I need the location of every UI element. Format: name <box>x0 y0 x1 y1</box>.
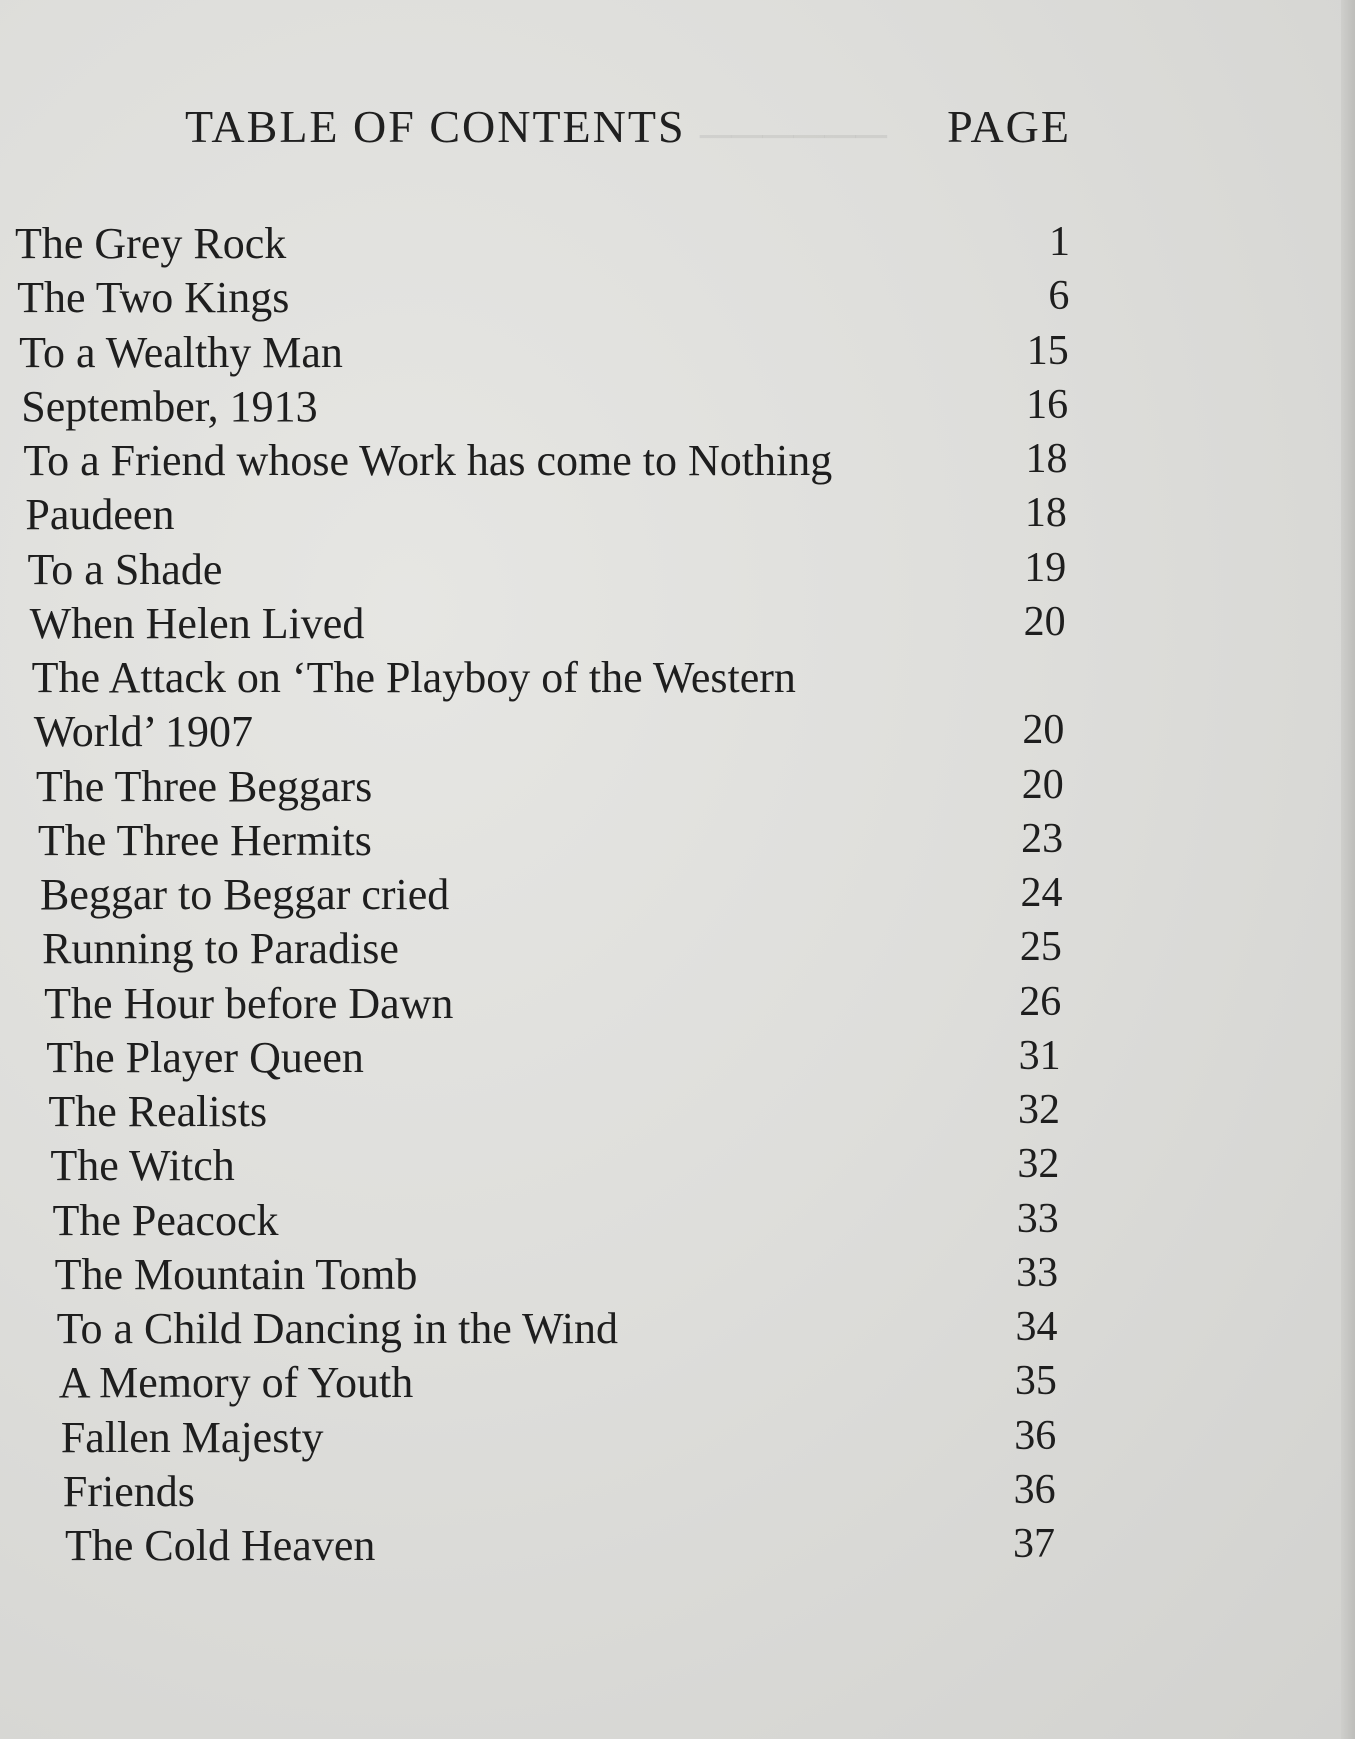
toc-entry-title: The Three Beggars <box>35 761 373 811</box>
toc-entry-page: 24 <box>1020 870 1063 916</box>
toc-entry-page: 23 <box>1021 815 1064 862</box>
toc-entry-title: When Helen Lived <box>29 598 365 648</box>
toc-entry-page: 36 <box>1013 1466 1056 1513</box>
toc-entry-page: 20 <box>1021 761 1064 808</box>
toc-entry-page: 32 <box>1017 1141 1060 1188</box>
toc-entry <box>61 1412 1300 1464</box>
toc-entry-page: 31 <box>1018 1032 1061 1079</box>
toc-entry-page: 18 <box>1025 436 1068 482</box>
toc-entry <box>59 1357 1300 1409</box>
toc-entry-page: 32 <box>1017 1087 1060 1133</box>
toc-entry-title: The Hour before Dawn <box>44 978 454 1028</box>
toc-entry-page: 16 <box>1026 381 1069 428</box>
toc-entry-title: The Realists <box>48 1087 268 1136</box>
toc-entry <box>40 869 1300 921</box>
toc-entry-page: 20 <box>1023 598 1066 645</box>
toc-entry-page: 36 <box>1014 1412 1057 1459</box>
toc-entry-title: The Peacock <box>52 1195 279 1245</box>
toc-entry-page: 19 <box>1024 544 1067 591</box>
toc-entry-page: 35 <box>1014 1358 1057 1405</box>
toc-entry-page: 34 <box>1015 1304 1058 1350</box>
toc-entry <box>32 652 1300 704</box>
toc-entry-title: Friends <box>62 1466 195 1516</box>
toc-entry <box>42 923 1300 975</box>
toc-entry <box>57 1303 1300 1355</box>
toc-entry <box>44 978 1300 1030</box>
toc-entry <box>36 761 1300 813</box>
toc-entry-page: 6 <box>1048 273 1070 320</box>
toc-entry-title: The Cold Heaven <box>65 1521 376 1570</box>
toc-entry <box>38 815 1300 867</box>
page-column-heading: PAGE <box>947 101 1071 152</box>
toc-entry-page: 1 <box>1049 219 1070 265</box>
toc-entry-title: To a Shade <box>27 544 223 594</box>
toc-heading: TABLE OF CONTENTS <box>185 101 686 152</box>
toc-entry-title: Beggar to Beggar cried <box>40 870 450 919</box>
toc-entry-page: 33 <box>1016 1195 1059 1242</box>
toc-entry-title: World’ 1907 <box>33 707 254 757</box>
toc-entry <box>34 706 1300 758</box>
toc-entry <box>17 272 1300 324</box>
toc-entry-title: Fallen Majesty <box>60 1412 324 1462</box>
toc-entry-title: To a Child Dancing in the Wind <box>56 1304 619 1353</box>
toc-entry-title: Paudeen <box>25 490 175 540</box>
toc-entry <box>63 1466 1300 1518</box>
toc-entry <box>15 218 1300 270</box>
toc-entry-title: September, 1913 <box>21 381 318 431</box>
toc-entry-page: 18 <box>1024 490 1067 537</box>
toc-entry <box>23 435 1300 487</box>
toc-entry-title: To a Wealthy Man <box>19 327 343 377</box>
toc-entry-page: 25 <box>1019 924 1062 971</box>
toc-entry-page: 33 <box>1016 1249 1059 1296</box>
toc-entry-title: The Grey Rock <box>15 219 287 268</box>
toc-entry <box>19 327 1300 379</box>
toc-entry-page: 26 <box>1019 978 1062 1025</box>
toc-entry-title: A Memory of Youth <box>58 1358 414 1408</box>
toc-entry-title: Running to Paradise <box>42 924 399 974</box>
toc-entry-title: The Player Queen <box>46 1032 364 1082</box>
toc-entry <box>28 544 1301 596</box>
toc-entry-title: To a Friend whose Work has come to Nothing <box>23 436 833 485</box>
toc-entry-page: 15 <box>1026 327 1069 374</box>
toc-entry <box>21 381 1300 433</box>
toc-entry <box>48 1086 1300 1138</box>
toc-entry <box>46 1032 1300 1084</box>
toc-entry-page: 37 <box>1013 1521 1055 1567</box>
toc-entry-title: The Two Kings <box>17 273 290 323</box>
toc-entry <box>55 1249 1300 1301</box>
toc-entry <box>50 1140 1300 1192</box>
toc-entry <box>53 1195 1301 1247</box>
toc-entry-page: 20 <box>1022 707 1065 754</box>
toc-entry-title: The Attack on ‘The Playboy of the Western <box>31 653 796 702</box>
toc-entry <box>65 1520 1300 1572</box>
toc-entry <box>30 598 1300 650</box>
toc-entry-title: The Witch <box>50 1141 235 1191</box>
toc-entry <box>25 489 1300 541</box>
show-through-text: ────── <box>700 111 888 160</box>
toc-entry-title: The Mountain Tomb <box>54 1249 418 1299</box>
toc-entry-title: The Three Hermits <box>37 815 372 865</box>
